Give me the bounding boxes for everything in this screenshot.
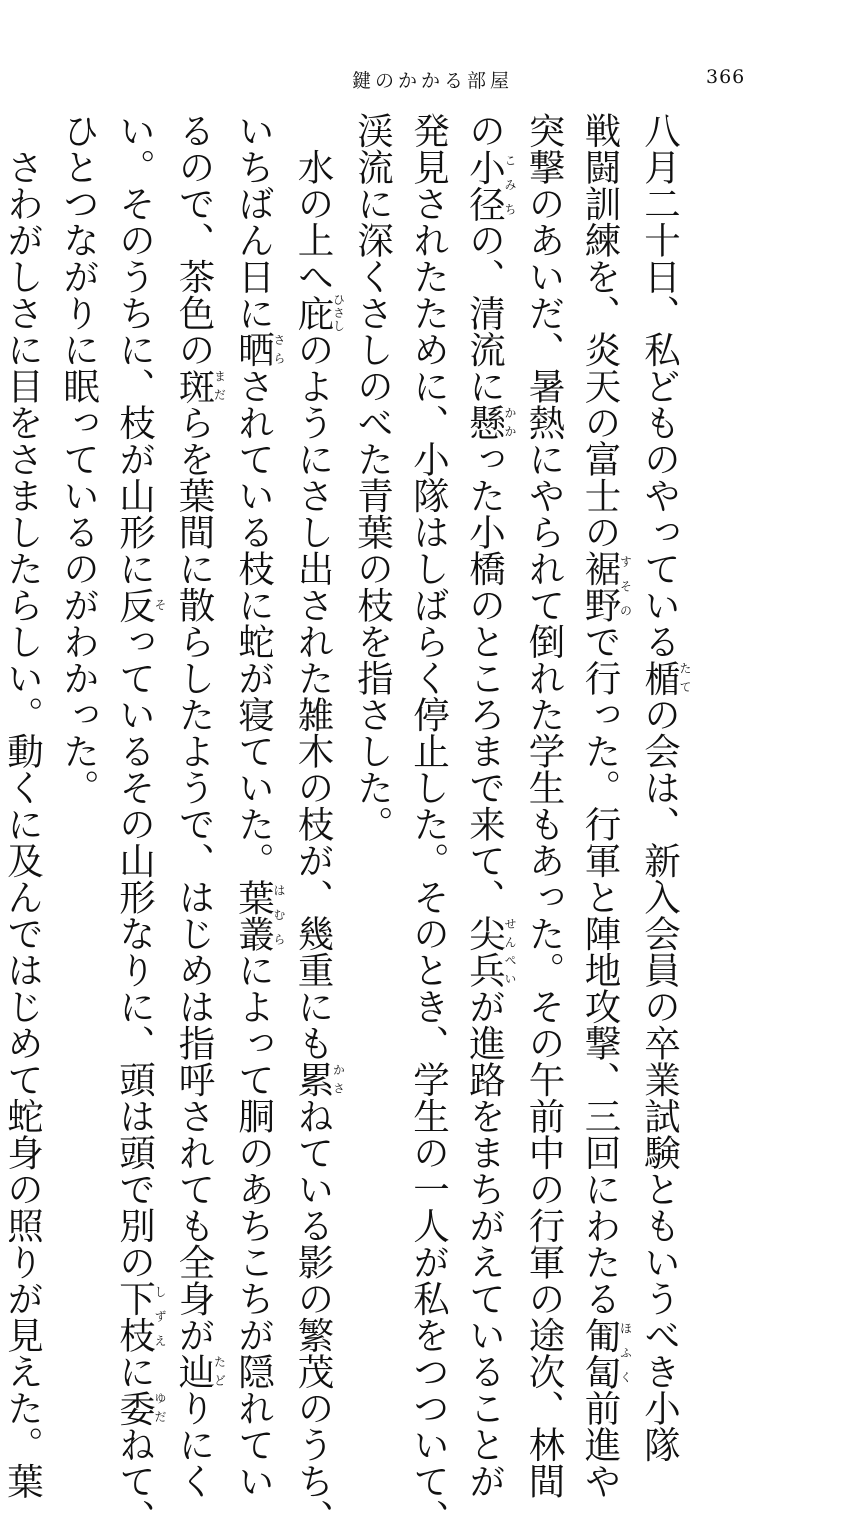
text-line-6: 渓流に深くさしのべた青葉の枝を指さした。 (351, 112, 395, 842)
text-line-7: 水の上へ庇ひさしのようにさし出された雑木の枝が、幾重にも累かさねている影の繁茂のうち、 (292, 112, 346, 1536)
text-line-2: 戦闘訓練を、炎天の富士の裾野すそので行った。行軍と陣地攻撃、三回にわたる匍匐ほふく前進や (579, 112, 633, 1499)
text-line-3: 突撃のあいだ、暑熱にやられて倒れた学生もあった。その午前中の行軍の途次、林間 (523, 112, 566, 1499)
text-line-8: いちばん日に晒さらされている枝に蛇が寝ていた。葉叢はむらによって胴のあちこちが隠れてい (232, 112, 286, 1499)
text-line-10: い。そのうちに、枝が山形に反そっているその山形なりに、頭は頭で別の下枝しずえに委ゆだねて、 (113, 112, 167, 1536)
text-line-11: ひとつながりに眠っているのがわかった。 (57, 112, 101, 806)
text-line-9: るので、茶色の斑まだらを葉間に散らしたようで、はじめは指呼されても全身が辿たどりにく (173, 112, 227, 1499)
text-line-1: 八月二十日、私どものやっている楯たての会は、新入会員の卒業試験ともいうべき小隊 (638, 112, 692, 1463)
text-line-12: さわがしさに目をさましたらしい。動くに及んではじめて蛇身の照りが見えた。葉 (1, 112, 45, 1499)
page-number: 366 (706, 66, 746, 88)
body-text (0, 112, 692, 1536)
running-head-title: 鍵のかかる部屋 (352, 70, 514, 92)
text-line-4: の小径こみちの、清流に懸かかった小橋のところまで来て、尖兵せんぺいが進路をまちがえていることが (463, 112, 517, 1499)
text-line-5: 発見されたために、小隊はしばらく停止した。そのとき、学生の一人が私をつついて、 (407, 112, 451, 1536)
